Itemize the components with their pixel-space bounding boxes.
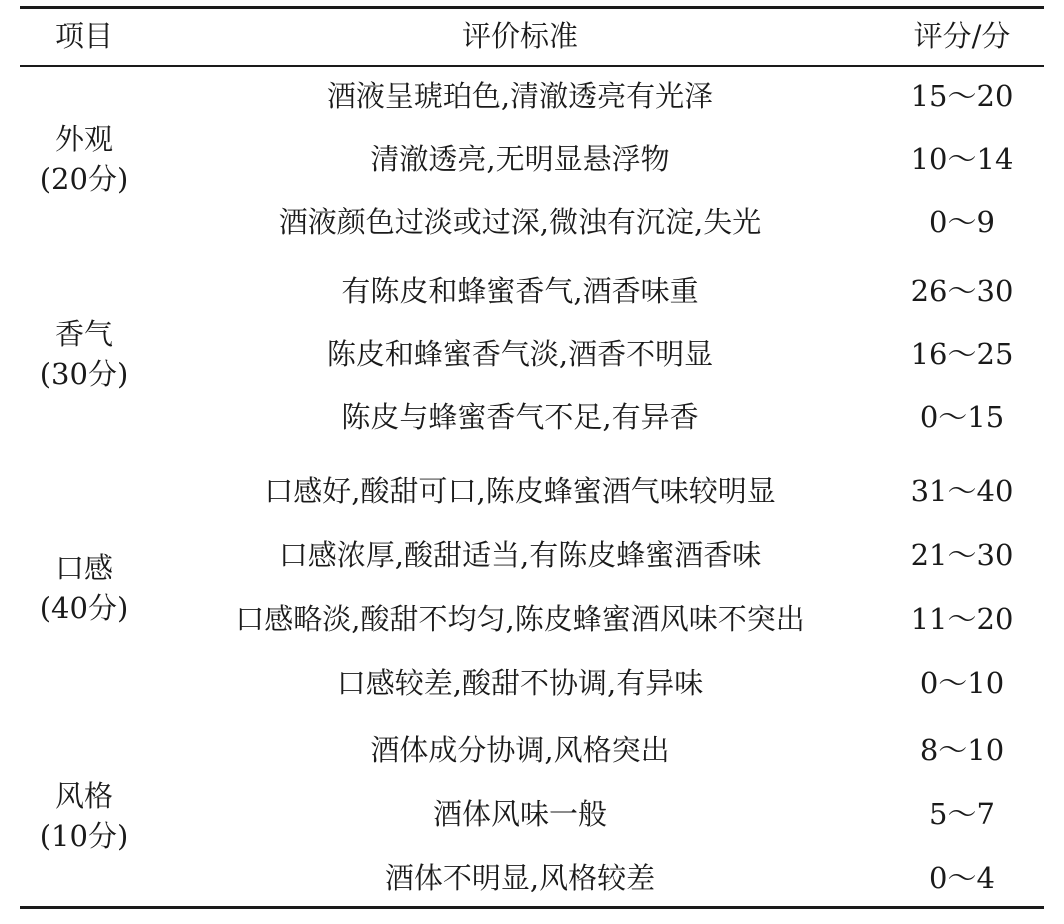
category-points: (30分) <box>39 357 129 391</box>
score-cell: 8～10 <box>919 733 1005 767</box>
criteria-cell: 酒体不明显,风格较差 <box>384 861 656 895</box>
criteria-cell: 陈皮与蜂蜜香气不足,有异香 <box>341 400 699 434</box>
score-cell: 0～9 <box>929 205 995 239</box>
category-points: (40分) <box>39 591 129 625</box>
category-points: (20分) <box>39 162 129 196</box>
criteria-cell: 口感浓厚,酸甜适当,有陈皮蜂蜜酒香味 <box>278 538 762 572</box>
criteria-cell: 酒液呈琥珀色,清澈透亮有光泽 <box>326 79 714 113</box>
criteria-cell: 陈皮和蜂蜜香气淡,酒香不明显 <box>326 337 714 371</box>
category-name: 口感 <box>54 551 113 585</box>
category-aroma <box>20 314 148 394</box>
criteria-cell: 清澈透亮,无明显悬浮物 <box>370 142 670 176</box>
score-cell: 0～4 <box>929 861 995 895</box>
table-top-rule <box>20 6 1044 9</box>
scoring-table <box>20 0 1044 924</box>
category-appearance <box>20 119 148 199</box>
table-bottom-rule <box>20 906 1044 909</box>
criteria-cell: 酒体风味一般 <box>432 797 607 831</box>
category-name: 风格 <box>54 779 113 813</box>
score-cell: 21～30 <box>910 538 1014 572</box>
criteria-cell: 有陈皮和蜂蜜香气,酒香味重 <box>341 274 699 308</box>
criteria-cell: 口感略淡,酸甜不均匀,陈皮蜂蜜酒风味不突出 <box>235 602 805 636</box>
score-cell: 5～7 <box>929 797 995 831</box>
table-header-rule <box>20 65 1044 67</box>
score-cell: 15～20 <box>910 79 1014 113</box>
category-name: 外观 <box>54 122 113 156</box>
category-taste <box>20 548 148 628</box>
score-cell: 11～20 <box>910 602 1014 636</box>
category-name: 香气 <box>54 317 113 351</box>
score-cell: 26～30 <box>910 274 1014 308</box>
criteria-cell: 口感较差,酸甜不协调,有异味 <box>336 666 704 700</box>
score-cell: 10～14 <box>910 142 1014 176</box>
header-item: 项目 <box>54 19 113 53</box>
score-cell: 31～40 <box>910 474 1014 508</box>
criteria-cell: 酒体成分协调,风格突出 <box>370 733 670 767</box>
header-score: 评分/分 <box>913 19 1011 53</box>
category-style <box>20 776 148 856</box>
score-cell: 0～15 <box>919 400 1005 434</box>
score-cell: 0～10 <box>919 666 1005 700</box>
score-cell: 16～25 <box>910 337 1014 371</box>
header-criteria: 评价标准 <box>461 19 578 53</box>
category-points: (10分) <box>39 819 129 853</box>
criteria-cell: 酒液颜色过淡或过深,微浊有沉淀,失光 <box>278 205 762 239</box>
criteria-cell: 口感好,酸甜可口,陈皮蜂蜜酒气味较明显 <box>264 474 776 508</box>
